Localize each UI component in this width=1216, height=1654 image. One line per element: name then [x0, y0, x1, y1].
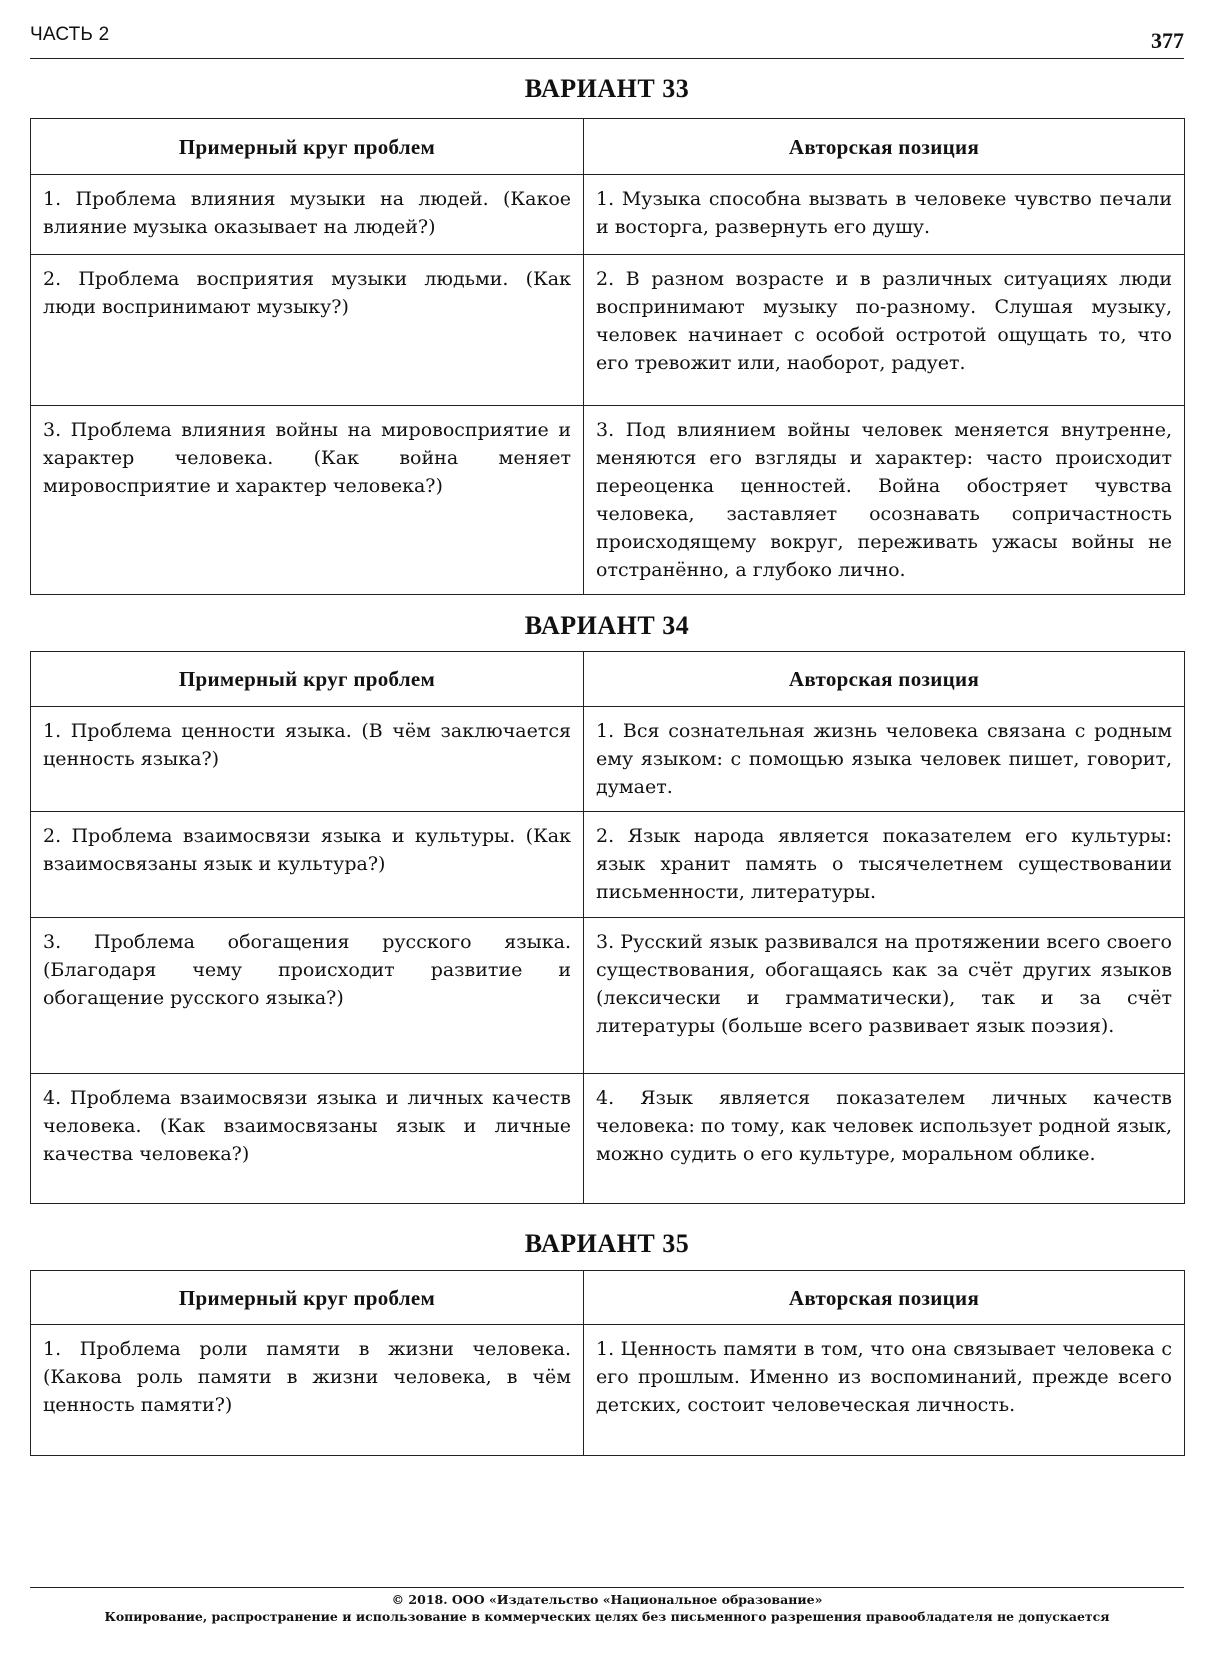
- problem-cell: 2. Проблема восприятия музыки людьми. (Как люди воспринимают музыку?): [31, 255, 584, 406]
- position-cell: 4. Язык является показателем личных качеств человека: по тому, как человек использует родной язык, можно судить о его культуре, моральном облике.: [584, 1074, 1185, 1204]
- problem-cell: 1. Проблема влияния музыки на людей. (Какое влияние музыка оказывает на людей?): [31, 175, 584, 255]
- table-row: [31, 1325, 1185, 1456]
- problem-cell: 3. Проблема влияния войны на мировосприятие и характер человека. (Как война меняет мировосприятие и характер человека?): [31, 406, 584, 595]
- table-row: [31, 175, 1185, 255]
- position-cell: 2. В разном возрасте и в различных ситуациях люди воспринимают музыку по-разному. Слушая музыку, человек начинает с особой остротой ощущать то, что его тревожит или, наоборот, радует.: [584, 255, 1185, 406]
- position-cell: 3. Под влиянием войны человек меняется внутренне, меняются его взгляды и характер: часто происходит переоценка ценностей. Война обостряет чувства человека, заставляет осознавать сопричастность происходящему вокруг, переживать ужасы войны не отстранённо, а глубоко лично.: [584, 406, 1185, 595]
- column-header-position: Авторская позиция: [584, 119, 1185, 175]
- column-header-position: Авторская позиция: [584, 1271, 1185, 1325]
- variant-35-title: ВАРИАНТ 35: [524, 1229, 690, 1258]
- column-header-problems: Примерный круг проблем: [31, 1271, 584, 1325]
- table-row: [31, 406, 1185, 595]
- footer-divider: [30, 1587, 1184, 1588]
- column-header-problems: Примерный круг проблем: [31, 119, 584, 175]
- problem-cell: 1. Проблема роли памяти в жизни человека. (Какова роль памяти в жизни человека, в чём ценность памяти?): [31, 1325, 584, 1456]
- page-section-label: ЧАСТЬ 2: [30, 24, 110, 45]
- footer-notice: Копирование, распространение и использование в коммерческих целях без письменного разрешения правообладателя не допускается: [104, 1609, 1110, 1624]
- problem-cell: 4. Проблема взаимосвязи языка и личных качеств человека. (Как взаимосвязаны язык и личные качества человека?): [31, 1074, 584, 1204]
- column-header-problems: Примерный круг проблем: [31, 652, 584, 707]
- variant-34-title: ВАРИАНТ 34: [524, 611, 690, 640]
- table-row: [31, 812, 1185, 918]
- variant-33-title: ВАРИАНТ 33: [524, 74, 690, 103]
- position-cell: 2. Язык народа является показателем его культуры: язык хранит память о тысячелетнем существовании письменности, литературы.: [584, 812, 1185, 918]
- footer-copyright: © 2018. ООО «Издательство «Национальное образование»: [391, 1592, 823, 1607]
- position-cell: 1. Музыка способна вызвать в человеке чувство печали и восторга, развернуть его душу.: [584, 175, 1185, 255]
- position-cell: 1. Ценность памяти в том, что она связывает человека с его прошлым. Именно из воспоминаний, прежде всего детских, состоит человеческая личность.: [584, 1325, 1185, 1456]
- position-cell: 3. Русский язык развивался на протяжении всего своего существования, обогащаясь как за счёт других языков (лексически и грамматически), так и за счёт литературы (больше всего развивает язык поэзия).: [584, 918, 1185, 1074]
- problem-cell: 3. Проблема обогащения русского языка. (Благодаря чему происходит развитие и обогащение русского языка?): [31, 918, 584, 1074]
- variant-34-table: [30, 651, 1185, 1204]
- table-row: [31, 707, 1185, 812]
- page-number: 377: [1151, 28, 1184, 53]
- variant-33-table: [30, 118, 1185, 595]
- position-cell: 1. Вся сознательная жизнь человека связана с родным ему языком: с помощью языка человек пишет, говорит, думает.: [584, 707, 1185, 812]
- table-row: [31, 255, 1185, 406]
- column-header-position: Авторская позиция: [584, 652, 1185, 707]
- header-divider: [30, 58, 1184, 59]
- problem-cell: 1. Проблема ценности языка. (В чём заключается ценность языка?): [31, 707, 584, 812]
- variant-35-table: [30, 1270, 1185, 1456]
- problem-cell: 2. Проблема взаимосвязи языка и культуры. (Как взаимосвязаны язык и культура?): [31, 812, 584, 918]
- table-row: [31, 918, 1185, 1074]
- table-row: [31, 1074, 1185, 1204]
